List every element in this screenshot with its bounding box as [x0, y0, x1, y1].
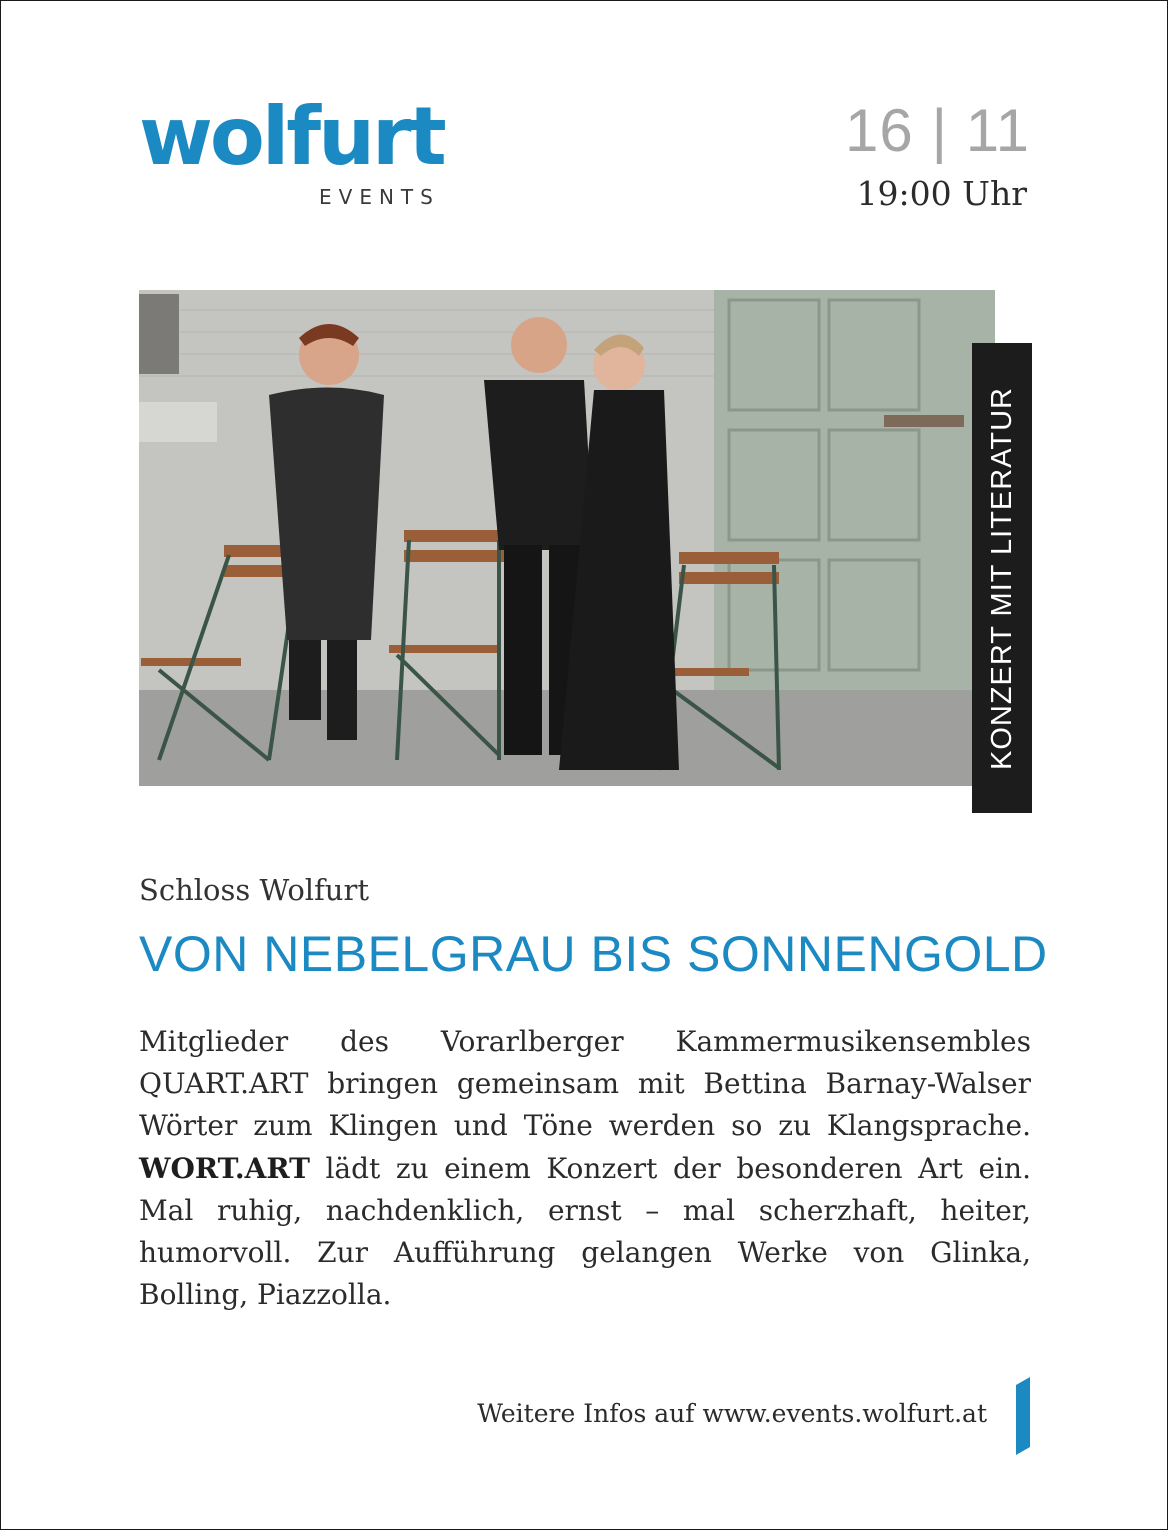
footer-info: Weitere Infos auf www.events.wolfurt.at — [477, 1399, 987, 1428]
category-text: KONZERT MIT LITERATUR — [985, 386, 1018, 770]
event-description — [139, 1021, 1031, 1316]
event-venue: Schloss Wolfurt — [139, 873, 370, 907]
wolfurt-events-logo — [139, 90, 449, 217]
description-bold: WORT.ART — [139, 1151, 310, 1185]
event-title: VON NEBELGRAU BIS SONNENGOLD — [139, 926, 1048, 982]
event-date: 16 | 11 — [845, 97, 1030, 164]
logo-subtitle: EVENTS — [319, 185, 440, 209]
description-part-1: Mitglieder des Vorarlberger Kammermusikensembles QUART.ART bringen gemeinsam mit Bettina Barnay-Walser Wörter zum Klingen und Töne werden so zu Klangsprache. — [139, 1025, 1031, 1143]
event-photo — [139, 290, 995, 786]
category-label — [972, 343, 1032, 813]
description-part-2: lädt zu einem Konzert der besonderen Art ein. Mal ruhig, nachdenklich, ernst – mal scherzhaft, heiter, humorvoll. Zur Aufführung gelangen Werke von Glinka, Bolling, Piazzolla. — [139, 1151, 1031, 1312]
event-time: 19:00 Uhr — [856, 174, 1027, 213]
logo-wordmark: wolfurt — [139, 90, 444, 183]
footer-accent-mark — [1016, 1377, 1030, 1455]
